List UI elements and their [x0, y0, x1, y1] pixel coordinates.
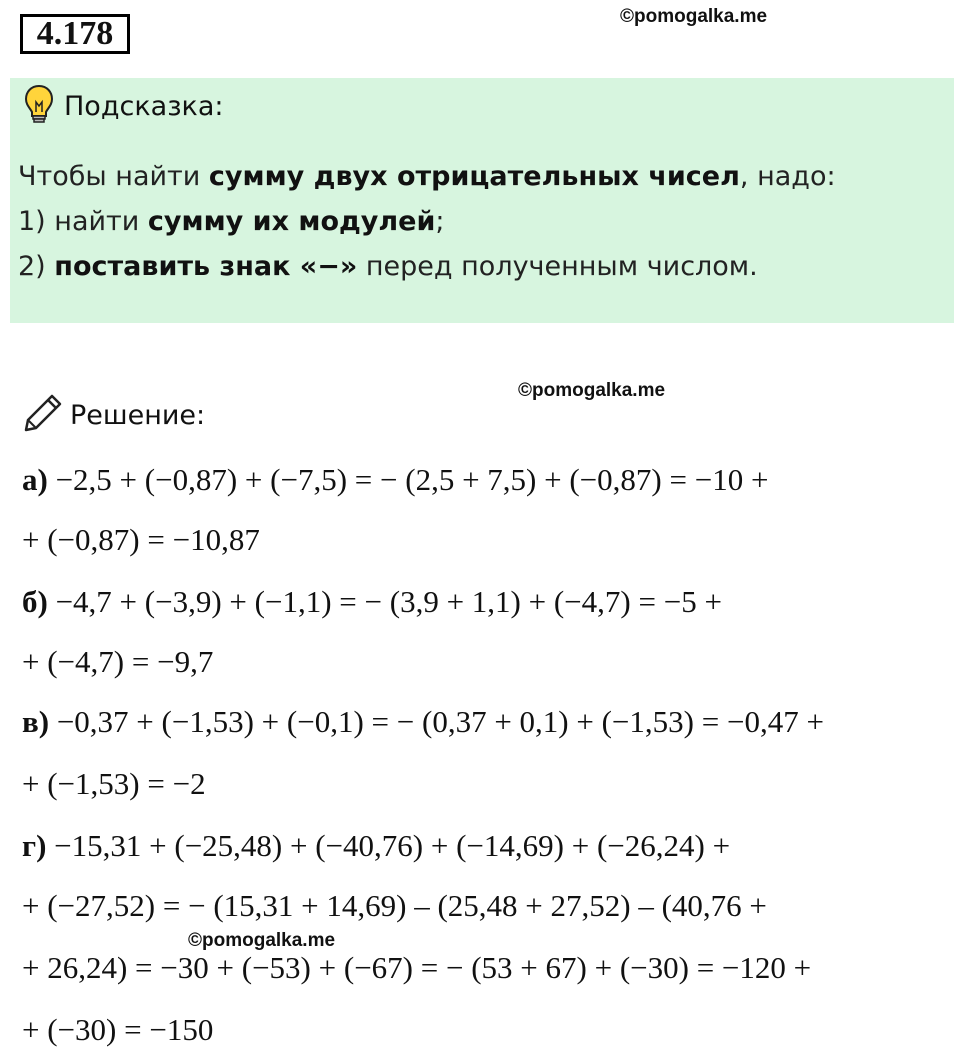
task-number: 4.178	[20, 14, 130, 54]
hint-line-3: 2) поставить знак «−» перед полученным числом.	[18, 251, 758, 282]
watermark-top: ©pomogalka.me	[620, 6, 768, 27]
solution-line-7: г) −15,31 + (−25,48) + (−40,76) + (−14,69) + (−26,24) +	[22, 828, 731, 863]
solution-line-10: + (−30) = −150	[22, 1012, 214, 1047]
hint-text	[18, 154, 938, 289]
hint-line-1: Чтобы найти сумму двух отрицательных чисел, надо:	[18, 161, 836, 192]
solution-title-label: Решение:	[70, 399, 206, 431]
solution-line-4: + (−4,7) = −9,7	[22, 644, 214, 679]
hint-title	[24, 84, 224, 128]
hint-line-2: 1) найти сумму их модулей;	[18, 206, 445, 237]
solution-line-9: + 26,24) = −30 + (−53) + (−67) = − (53 + 67) + (−30) = −120 +	[22, 950, 812, 985]
hint-title-label: Подсказка:	[64, 90, 224, 122]
solution-title	[22, 392, 205, 438]
watermark-bottom: ©pomogalka.me	[188, 930, 336, 951]
solution-line-1: а) −2,5 + (−0,87) + (−7,5) = − (2,5 + 7,5) + (−0,87) = −10 +	[22, 462, 769, 497]
solution-line-5: в) −0,37 + (−1,53) + (−0,1) = − (0,37 + 0,1) + (−1,53) = −0,47 +	[22, 704, 824, 739]
solution-line-3: б) −4,7 + (−3,9) + (−1,1) = − (3,9 + 1,1) + (−4,7) = −5 +	[22, 584, 722, 619]
watermark-middle: ©pomogalka.me	[518, 380, 666, 401]
solution-line-8: + (−27,52) = − (15,31 + 14,69) – (25,48 + 27,52) – (40,76 +	[22, 888, 767, 923]
lightbulb-icon	[24, 84, 54, 128]
solution-line-2: + (−0,87) = −10,87	[22, 522, 260, 557]
pencil-icon	[22, 392, 64, 438]
solution-line-6: + (−1,53) = −2	[22, 766, 206, 801]
